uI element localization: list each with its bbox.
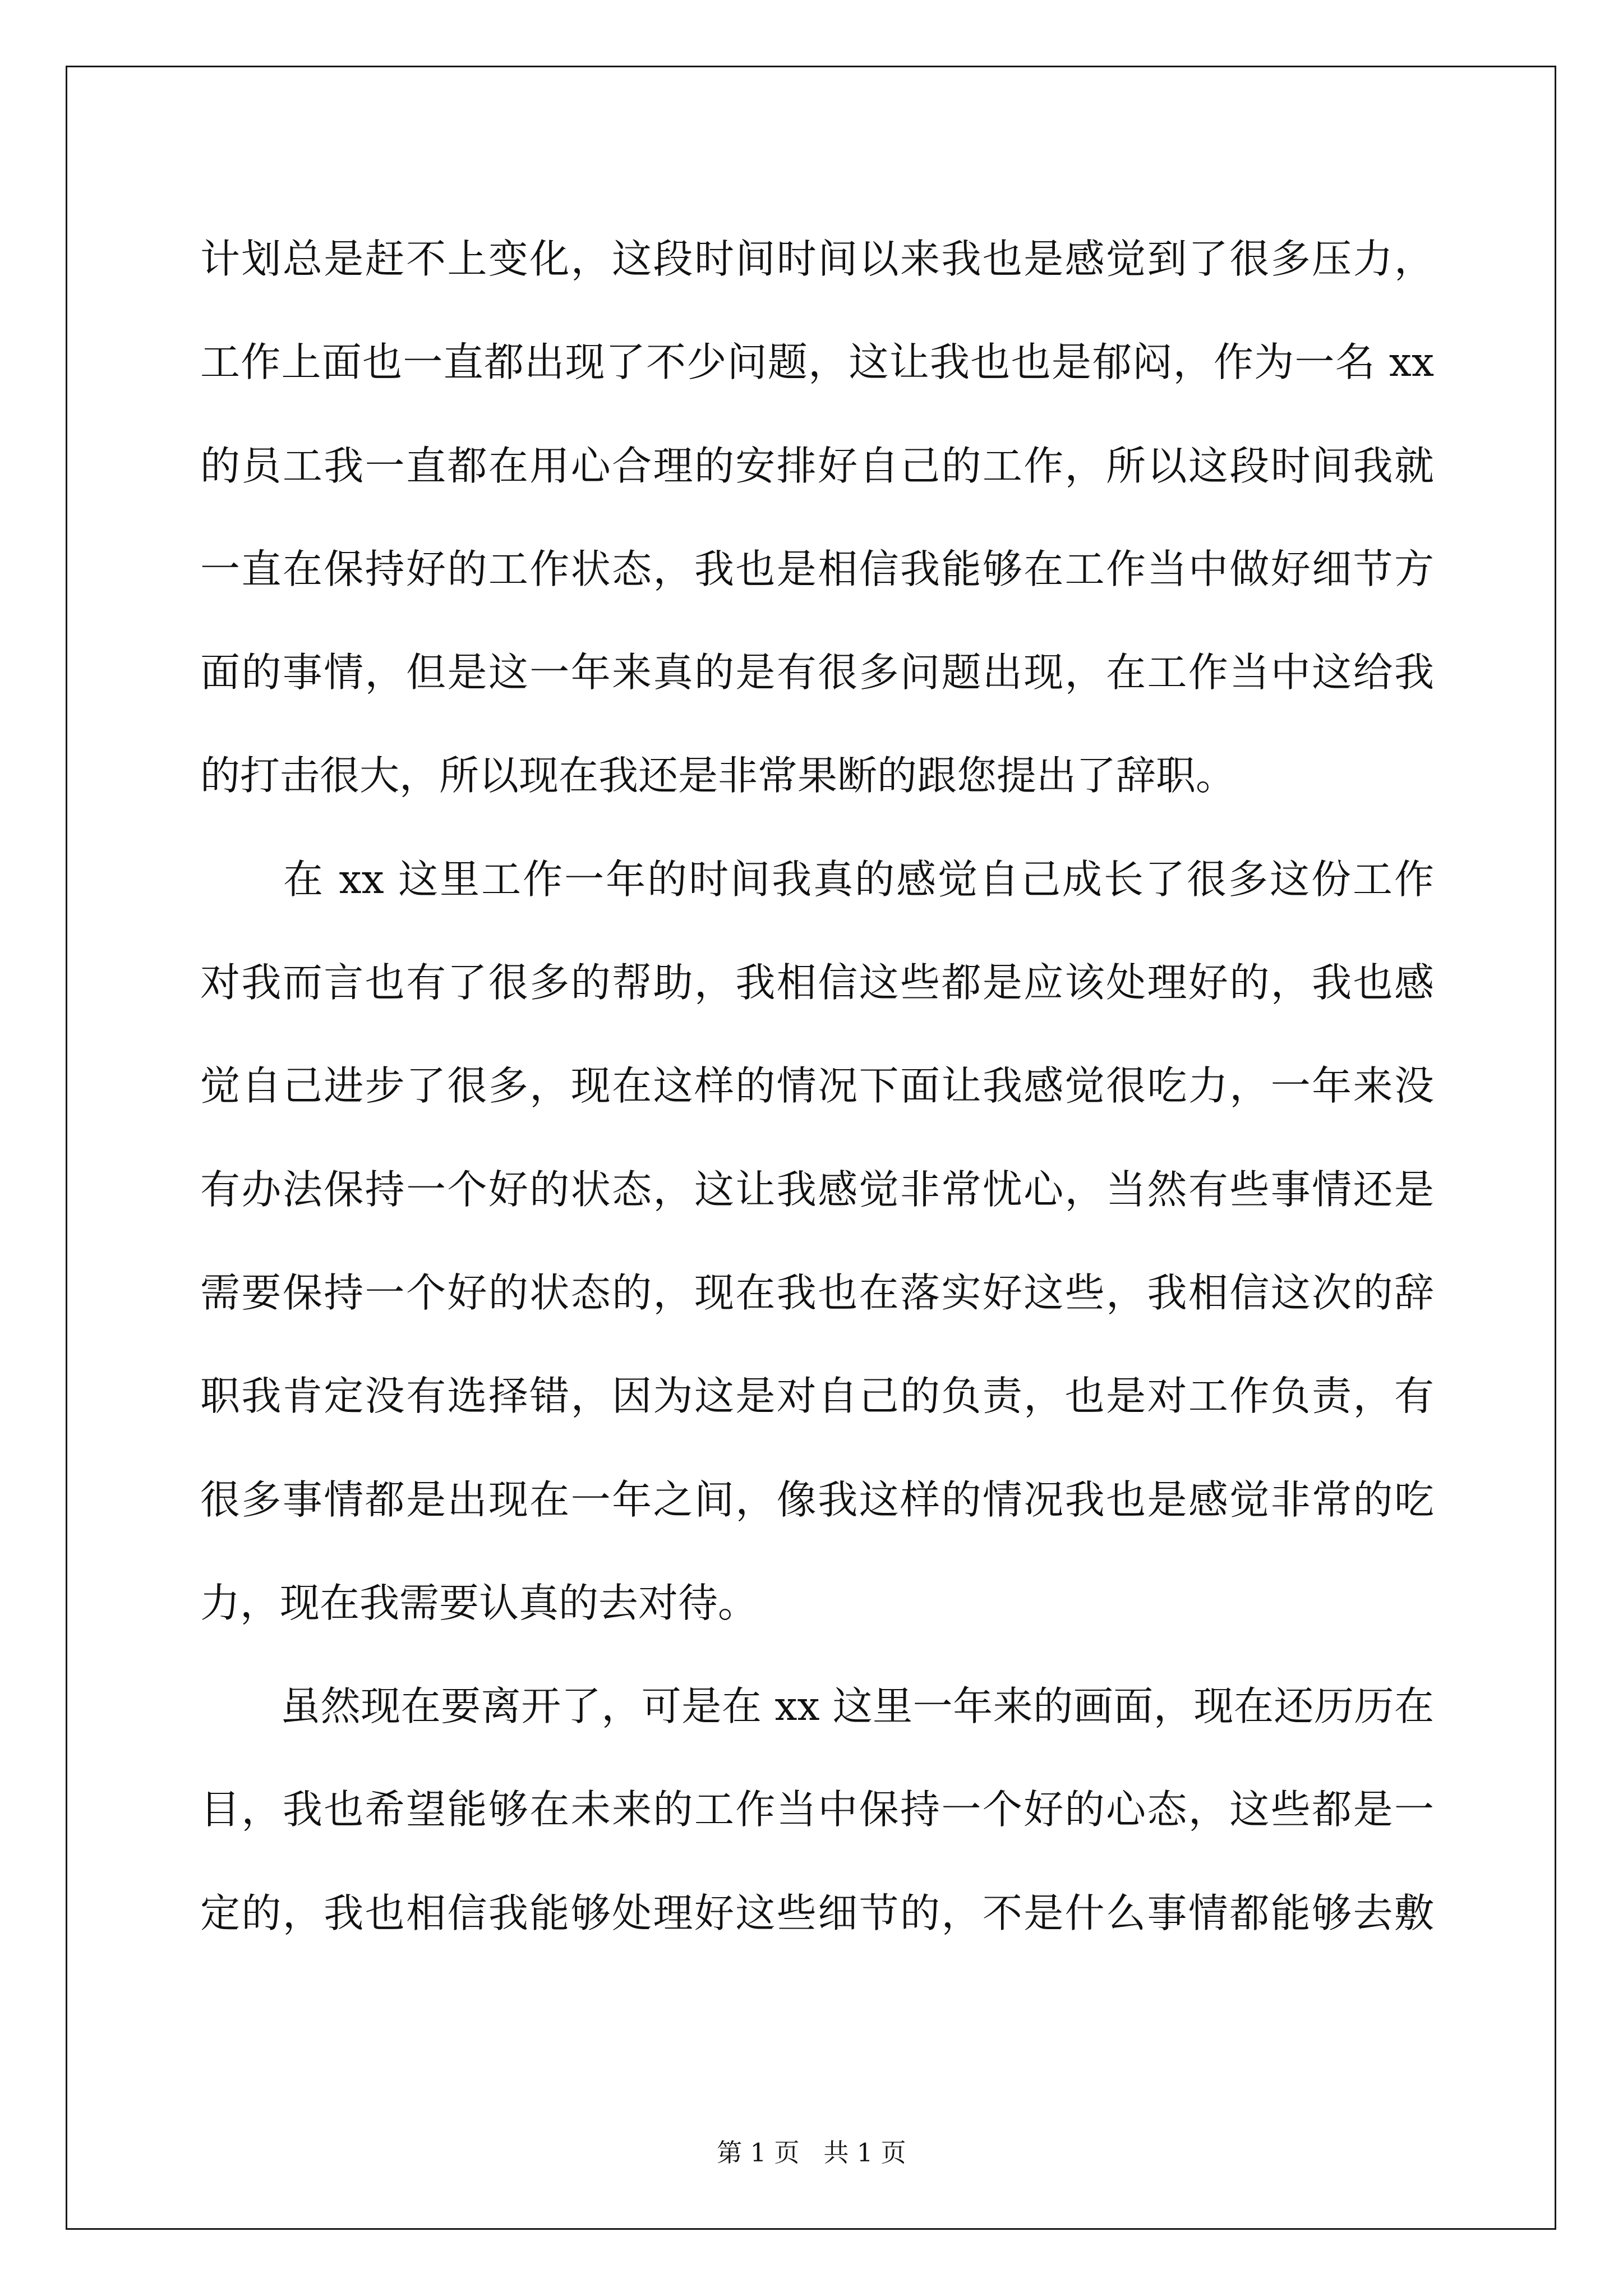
text-line: 觉自己进步了很多，现在这样的情况下面让我感觉很吃力，一年来没: [200, 1062, 1434, 1110]
text-line: 工作上面也一直都出现了不少问题，这让我也也是郁闷，作为一名 xx: [200, 339, 1434, 386]
page-footer: 第 1 页 共 1 页: [717, 2138, 906, 2168]
text-line: 很多事情都是出现在一年之间，像我这样的情况我也是感觉非常的吃: [200, 1476, 1434, 1523]
text-line: 面的事情，但是这一年来真的是有很多问题出现，在工作当中这给我: [200, 649, 1434, 696]
text-line: 计划总是赶不上变化，这段时间时间以来我也是感觉到了很多压力，: [200, 236, 1434, 282]
text-line: 的打击很大，所以现在我还是非常果断的跟您提出了辞职。: [200, 752, 1236, 799]
text-line: 定的，我也相信我能够处理好这些细节的，不是什么事情都能够去敷: [200, 1889, 1434, 1936]
text-line: 需要保持一个好的状态的，现在我也在落实好这些，我相信这次的辞: [200, 1269, 1434, 1316]
text-line: 一直在保持好的工作状态，我也是相信我能够在工作当中做好细节方: [200, 545, 1434, 592]
text-line: 目，我也希望能够在未来的工作当中保持一个好的心态，这些都是一: [200, 1786, 1434, 1833]
text-line: 虽然现在要离开了，可是在 xx 这里一年来的画面，现在还历历在: [200, 1683, 1434, 1730]
text-line: 在 xx 这里工作一年的时间我真的感觉自己成长了很多这份工作: [200, 855, 1434, 903]
text-line: 的员工我一直都在用心合理的安排好自己的工作，所以这段时间我就: [200, 442, 1434, 489]
body-text: [200, 208, 1434, 1965]
text-line: 有办法保持一个好的状态，这让我感觉非常忧心，当然有些事情还是: [200, 1166, 1434, 1213]
text-line: 职我肯定没有选择错，因为这是对自己的负责，也是对工作负责，有: [200, 1373, 1434, 1420]
text-line: 力，现在我需要认真的去对待。: [200, 1579, 758, 1626]
text-line: 对我而言也有了很多的帮助，我相信这些都是应该处理好的，我也感: [200, 959, 1434, 1006]
